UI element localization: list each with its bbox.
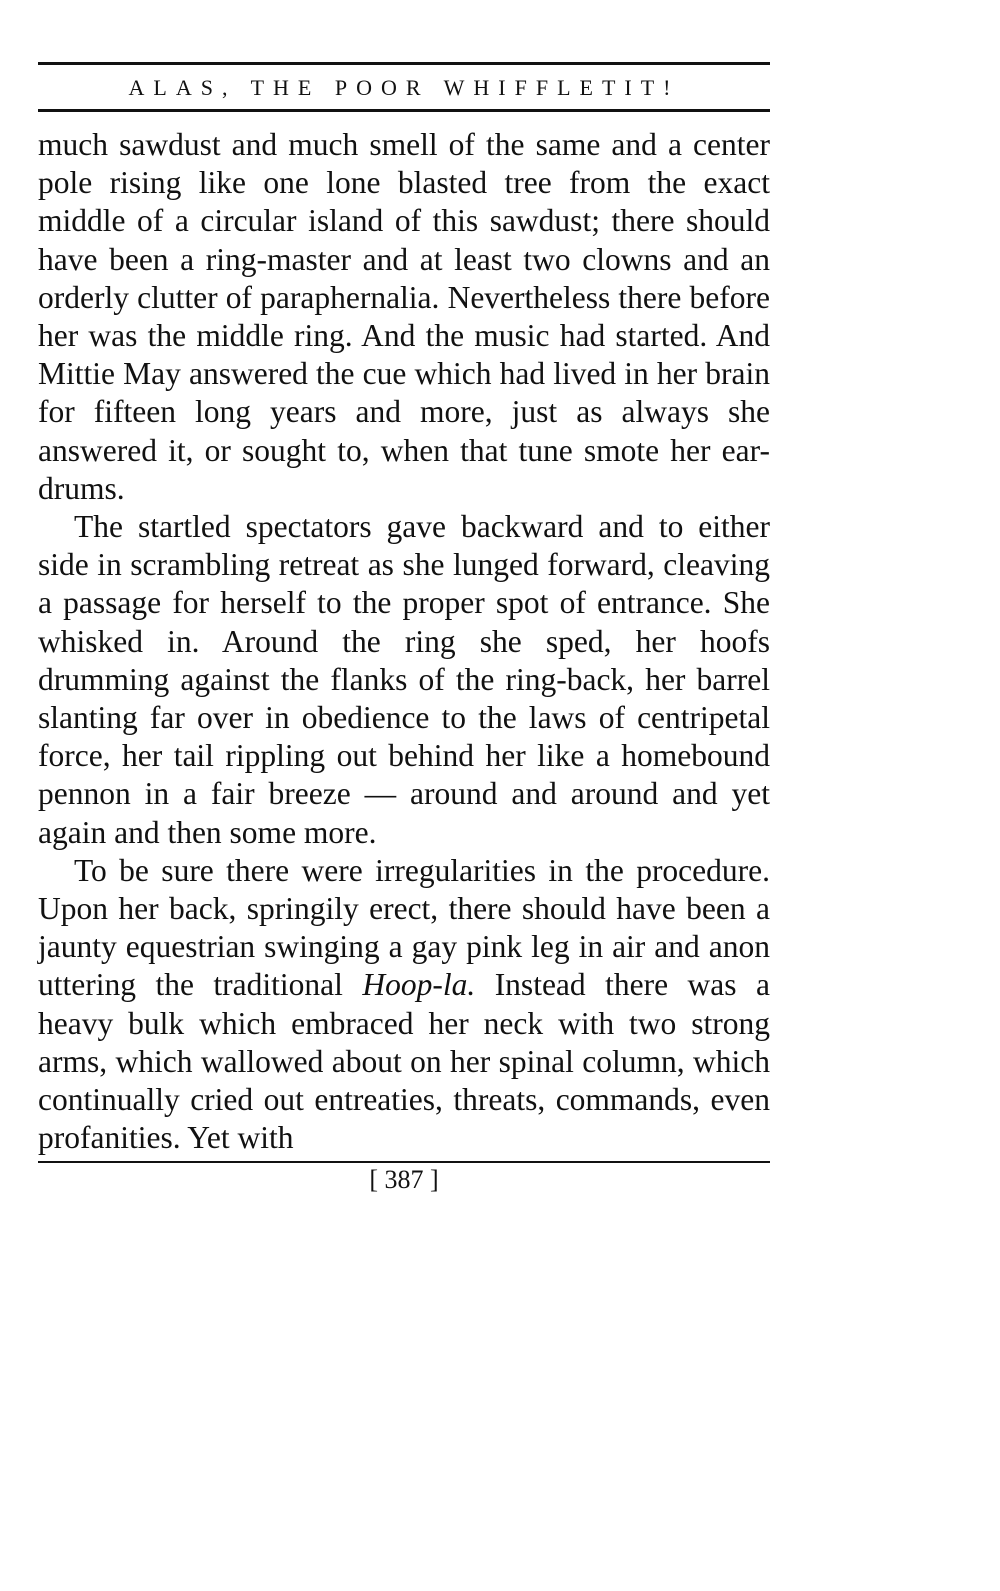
- page-number: [ 387 ]: [369, 1165, 439, 1195]
- header-rule: [38, 109, 770, 112]
- paragraph-3-text-a: To be sure there were irregularities in the procedure. Upon her back, springily erect, there should have been a jaunty equestrian swinging a gay pink leg in air and anon uttering the traditional: [38, 852, 770, 1003]
- running-head: ALAS, THE POOR WHIFFLETIT!: [128, 75, 680, 100]
- italic-hoop-la: Hoop-la.: [362, 967, 476, 1003]
- paragraph-1: much sawdust and much smell of the same and a center pole rising like one lone blasted tree from the exact middle of a circular island of this sawdust; there should have been a ring-master and at least two clowns and an orderly clutter of paraphernalia. Nevertheless there before her was the middle ring. And the music had started. And Mittie May answered the cue which had lived in her brain for fifteen long years and more, just as always she answered it, or sought to, when that tune smote her ear-drums.: [38, 127, 770, 506]
- body-text: [38, 126, 770, 1157]
- paragraph-3-text-b: Instead there was a heavy bulk which embraced her neck with two strong arms, which wallowed about on her spinal column, which continually cried out entreaties, threats, commands, even profanities. Yet with: [38, 967, 770, 1156]
- paragraph-2: The startled spectators gave backward and to either side in scrambling retreat as she lunged forward, cleaving a passage for herself to the proper spot of entrance. She whisked in. Around the ring she sped, her hoofs drumming against the flanks of the ring-back, her barrel slanting far over in obedience to the laws of centripetal force, her tail rippling out behind her like a homebound pennon in a fair breeze — around and around and yet again and then some more.: [38, 509, 770, 850]
- book-page: [38, 62, 770, 1195]
- paragraph-3: [38, 852, 770, 1158]
- footer-rule: [38, 1161, 770, 1163]
